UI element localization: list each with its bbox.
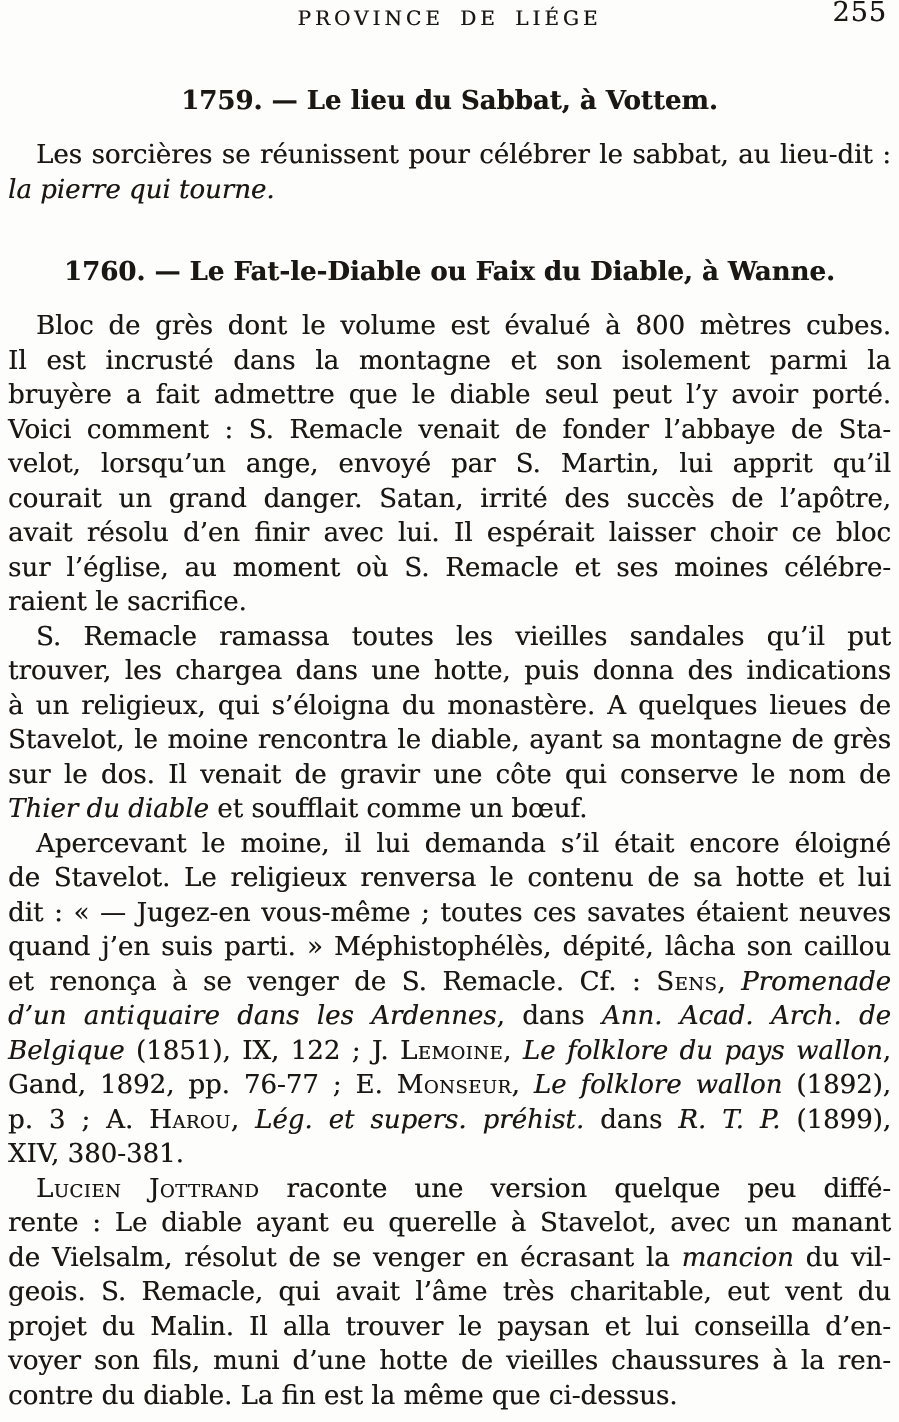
body-text: voyer son fils, muni d’une hotte de vieilles chaussures à la ren-	[8, 1346, 891, 1376]
running-header-title: PROVINCE DE LIÉGE	[297, 6, 602, 30]
text-line	[8, 516, 891, 551]
text-line	[8, 861, 891, 896]
text-line	[8, 1172, 891, 1207]
body-text: p. 3 ; A.	[8, 1104, 150, 1135]
body-text: trouver, les chargea dans une hotte, puis donna des indications	[8, 656, 891, 686]
body-text: ,	[511, 1070, 534, 1100]
italic-text: Le folklore du pays wallon	[522, 1035, 883, 1066]
text-line	[8, 378, 891, 413]
text-line	[8, 482, 891, 517]
body-text: Stavelot, le moine rencontra le diable, ayant sa montagne de grès	[8, 725, 891, 755]
text-line	[8, 1344, 891, 1379]
text-line	[8, 620, 891, 655]
body-text: Les sorcières se réunissent pour célébrer le sabbat, au lieu-dit :	[36, 140, 891, 170]
body-text: rente : Le diable ayant eu querelle à Stavelot, avec un manant	[8, 1208, 891, 1238]
body-text: (1851), IX, 122 ; J.	[124, 1035, 401, 1066]
smallcaps-text: Monseur	[396, 1070, 512, 1100]
smallcaps-text: Harou	[149, 1104, 231, 1135]
text-line	[8, 999, 891, 1034]
body-text: Apercevant le moine, il lui demanda s’il était encore éloigné	[36, 828, 891, 859]
text-line	[8, 1137, 891, 1172]
body-text: (1899),	[780, 1104, 892, 1135]
body-text: raient le sacrifice.	[8, 587, 247, 617]
body-text: et renonça à se venger de S. Remacle. Cf. :	[8, 966, 657, 997]
italic-text: Lég. et supers. préhist.	[255, 1104, 585, 1135]
paragraph	[8, 309, 891, 620]
body-text: (1892),	[782, 1070, 892, 1100]
body-text: Bloc de grès dont le volume est évalué à 800 mètres cubes.	[36, 311, 891, 341]
italic-text: Thier du diable	[8, 794, 209, 824]
body-text: courait un grand danger. Satan, irrité des succès de l’apôtre,	[8, 483, 891, 514]
body-text: raconte une version quelque peu diffé-	[259, 1173, 891, 1204]
text-line	[8, 1275, 891, 1310]
body-text: quand j’en suis parti. » Méphistophélès, dépité, lâcha son caillou	[8, 932, 891, 962]
body-text: dans	[584, 1104, 679, 1135]
body-text: ,	[503, 1035, 523, 1066]
italic-text: Ann. Acad. Arch. de	[601, 1001, 891, 1031]
paragraph	[8, 827, 891, 1172]
body-text: sur le dos. Il venait de gravir une côte qui conserve le nom de	[8, 759, 891, 790]
text-line	[8, 792, 891, 827]
italic-text: d’un antiquaire dans les Ardennes	[8, 1001, 497, 1031]
body-text: geois. S. Remacle, qui avait l’âme très charitable, eut vent du	[8, 1277, 891, 1307]
body-text: du vil-	[793, 1242, 891, 1273]
body-text: , dans	[496, 1001, 602, 1031]
text-line	[8, 827, 891, 862]
smallcaps-text: Lemoine	[400, 1035, 504, 1066]
text-line	[8, 1034, 891, 1069]
smallcaps-text: Sens	[656, 966, 718, 997]
body-text: sur l’église, au moment où S. Remacle et ses moines célébre-	[8, 552, 891, 583]
italic-text: Promenade	[741, 966, 892, 997]
body-text: de Vielsalm, résolut de se venger en écrasant la	[8, 1242, 682, 1273]
text-line	[8, 689, 891, 724]
italic-text: la pierre qui tourne.	[8, 174, 275, 205]
italic-text: R. T. P.	[678, 1104, 781, 1135]
body-text: S. Remacle ramassa toutes les vieilles sandales qu’il put	[36, 621, 891, 652]
body-text: velot, lorsqu’un ange, envoyé par S. Martin, lui apprit qu’il	[8, 449, 891, 479]
text-line	[8, 965, 891, 1000]
body-text: Voici comment : S. Remacle venait de fonder l’abbaye de Sta-	[8, 414, 891, 445]
body-text: et soufflait comme un bœuf.	[208, 794, 588, 824]
body-text: avait résolu d’en finir avec lui. Il espérait laisser choir ce bloc	[8, 518, 891, 548]
body-text: ,	[230, 1104, 256, 1135]
text-line	[8, 758, 891, 793]
text-line	[8, 585, 891, 620]
smallcaps-text: Lucien Jottrand	[36, 1173, 260, 1204]
text-line	[8, 344, 891, 379]
body-text: ,	[882, 1035, 891, 1066]
body-text: projet du Malin. Il alla trouver le paysan et lui conseilla d’en-	[8, 1311, 891, 1342]
text-line	[8, 309, 891, 344]
page-body	[8, 84, 891, 1413]
italic-text: Le folklore wallon	[533, 1070, 783, 1100]
body-text: Gand, 1892, pp. 76-77 ; E.	[8, 1070, 397, 1100]
text-line	[8, 1241, 891, 1276]
body-text: dit : « — Jugez-en vous-même ; toutes ces savates étaient neuves	[8, 897, 891, 928]
italic-text: mancion	[681, 1242, 794, 1273]
page-number: 255	[832, 0, 887, 28]
text-line	[8, 723, 891, 758]
text-line	[8, 1103, 891, 1138]
paragraph	[8, 620, 891, 827]
text-line	[8, 413, 891, 448]
entry-heading: 1759. — Le lieu du Sabbat, à Vottem.	[181, 86, 718, 116]
text-line	[8, 1068, 891, 1103]
body-text: ,	[717, 966, 742, 997]
text-line	[8, 551, 891, 586]
body-text: de Stavelot. Le religieux renversa le contenu de sa hotte et lui	[8, 863, 891, 893]
paragraph	[8, 138, 891, 207]
body-text: contre du diable. La fin est la même que ci-dessus.	[8, 1380, 678, 1411]
entry-heading: 1760. — Le Fat-le-Diable ou Faix du Diable, à Wanne.	[63, 257, 835, 287]
text-line	[8, 173, 891, 208]
body-text: à un religieux, qui s’éloigna du monastère. A quelques lieues de	[8, 690, 891, 721]
text-line	[8, 896, 891, 931]
text-line	[8, 1310, 891, 1345]
italic-text: Belgique	[8, 1035, 125, 1066]
running-header	[8, 0, 891, 36]
text-line	[8, 138, 891, 173]
body-text: XIV, 380-381.	[8, 1139, 184, 1169]
text-line	[8, 930, 891, 965]
text-line	[8, 654, 891, 689]
text-line	[8, 1379, 891, 1414]
paragraph	[8, 1172, 891, 1414]
body-text: Il est incrusté dans la montagne et son isolement parmi la	[8, 345, 891, 376]
text-line	[8, 1206, 891, 1241]
text-line	[8, 447, 891, 482]
body-text: bruyère a fait admettre que le diable seul peut l’y avoir porté.	[8, 380, 891, 410]
